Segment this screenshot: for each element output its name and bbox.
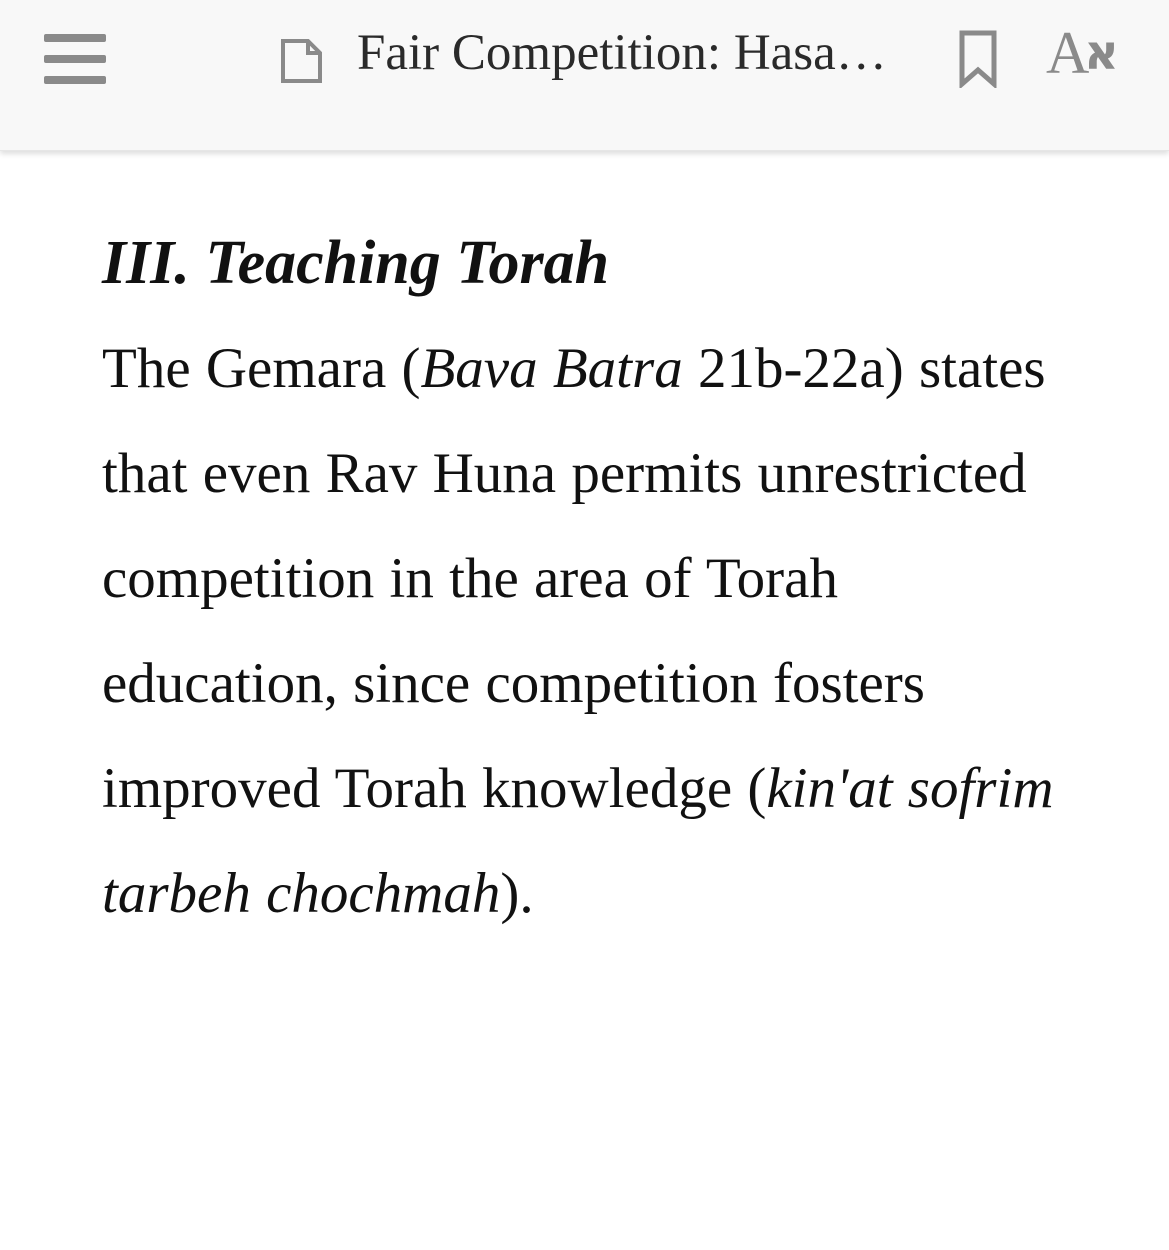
article-body: [102, 218, 1062, 946]
menu-bar-line: [44, 55, 106, 63]
section-heading: III. Teaching Torah: [102, 229, 610, 297]
paragraph-text: 21b-22a) states that even Rav Huna permits unrestricted competition in the area of Torah education, since competition fosters improved Torah knowledge (: [102, 337, 1046, 820]
page-title[interactable]: Fair Competition: Hasa…: [357, 25, 887, 81]
paragraph-text: The Gemara (: [102, 337, 421, 400]
source-citation: Bava Batra: [420, 337, 683, 400]
hamburger-menu-icon[interactable]: [44, 34, 106, 84]
language-toggle-icon[interactable]: [1046, 18, 1130, 84]
latin-letter-glyph: A: [1046, 20, 1090, 86]
menu-bar-line: [44, 34, 106, 42]
document-icon: [280, 38, 324, 84]
body-paragraph: [102, 316, 1062, 946]
hebrew-letter-glyph: א: [1084, 25, 1119, 81]
menu-bar-line: [44, 76, 106, 84]
hebrew-phrase: kin'at sofrim tarbeh chochmah: [102, 757, 1054, 925]
paragraph-text: ).: [500, 862, 534, 925]
bookmark-icon[interactable]: [958, 30, 998, 88]
top-bar: [0, 0, 1169, 151]
